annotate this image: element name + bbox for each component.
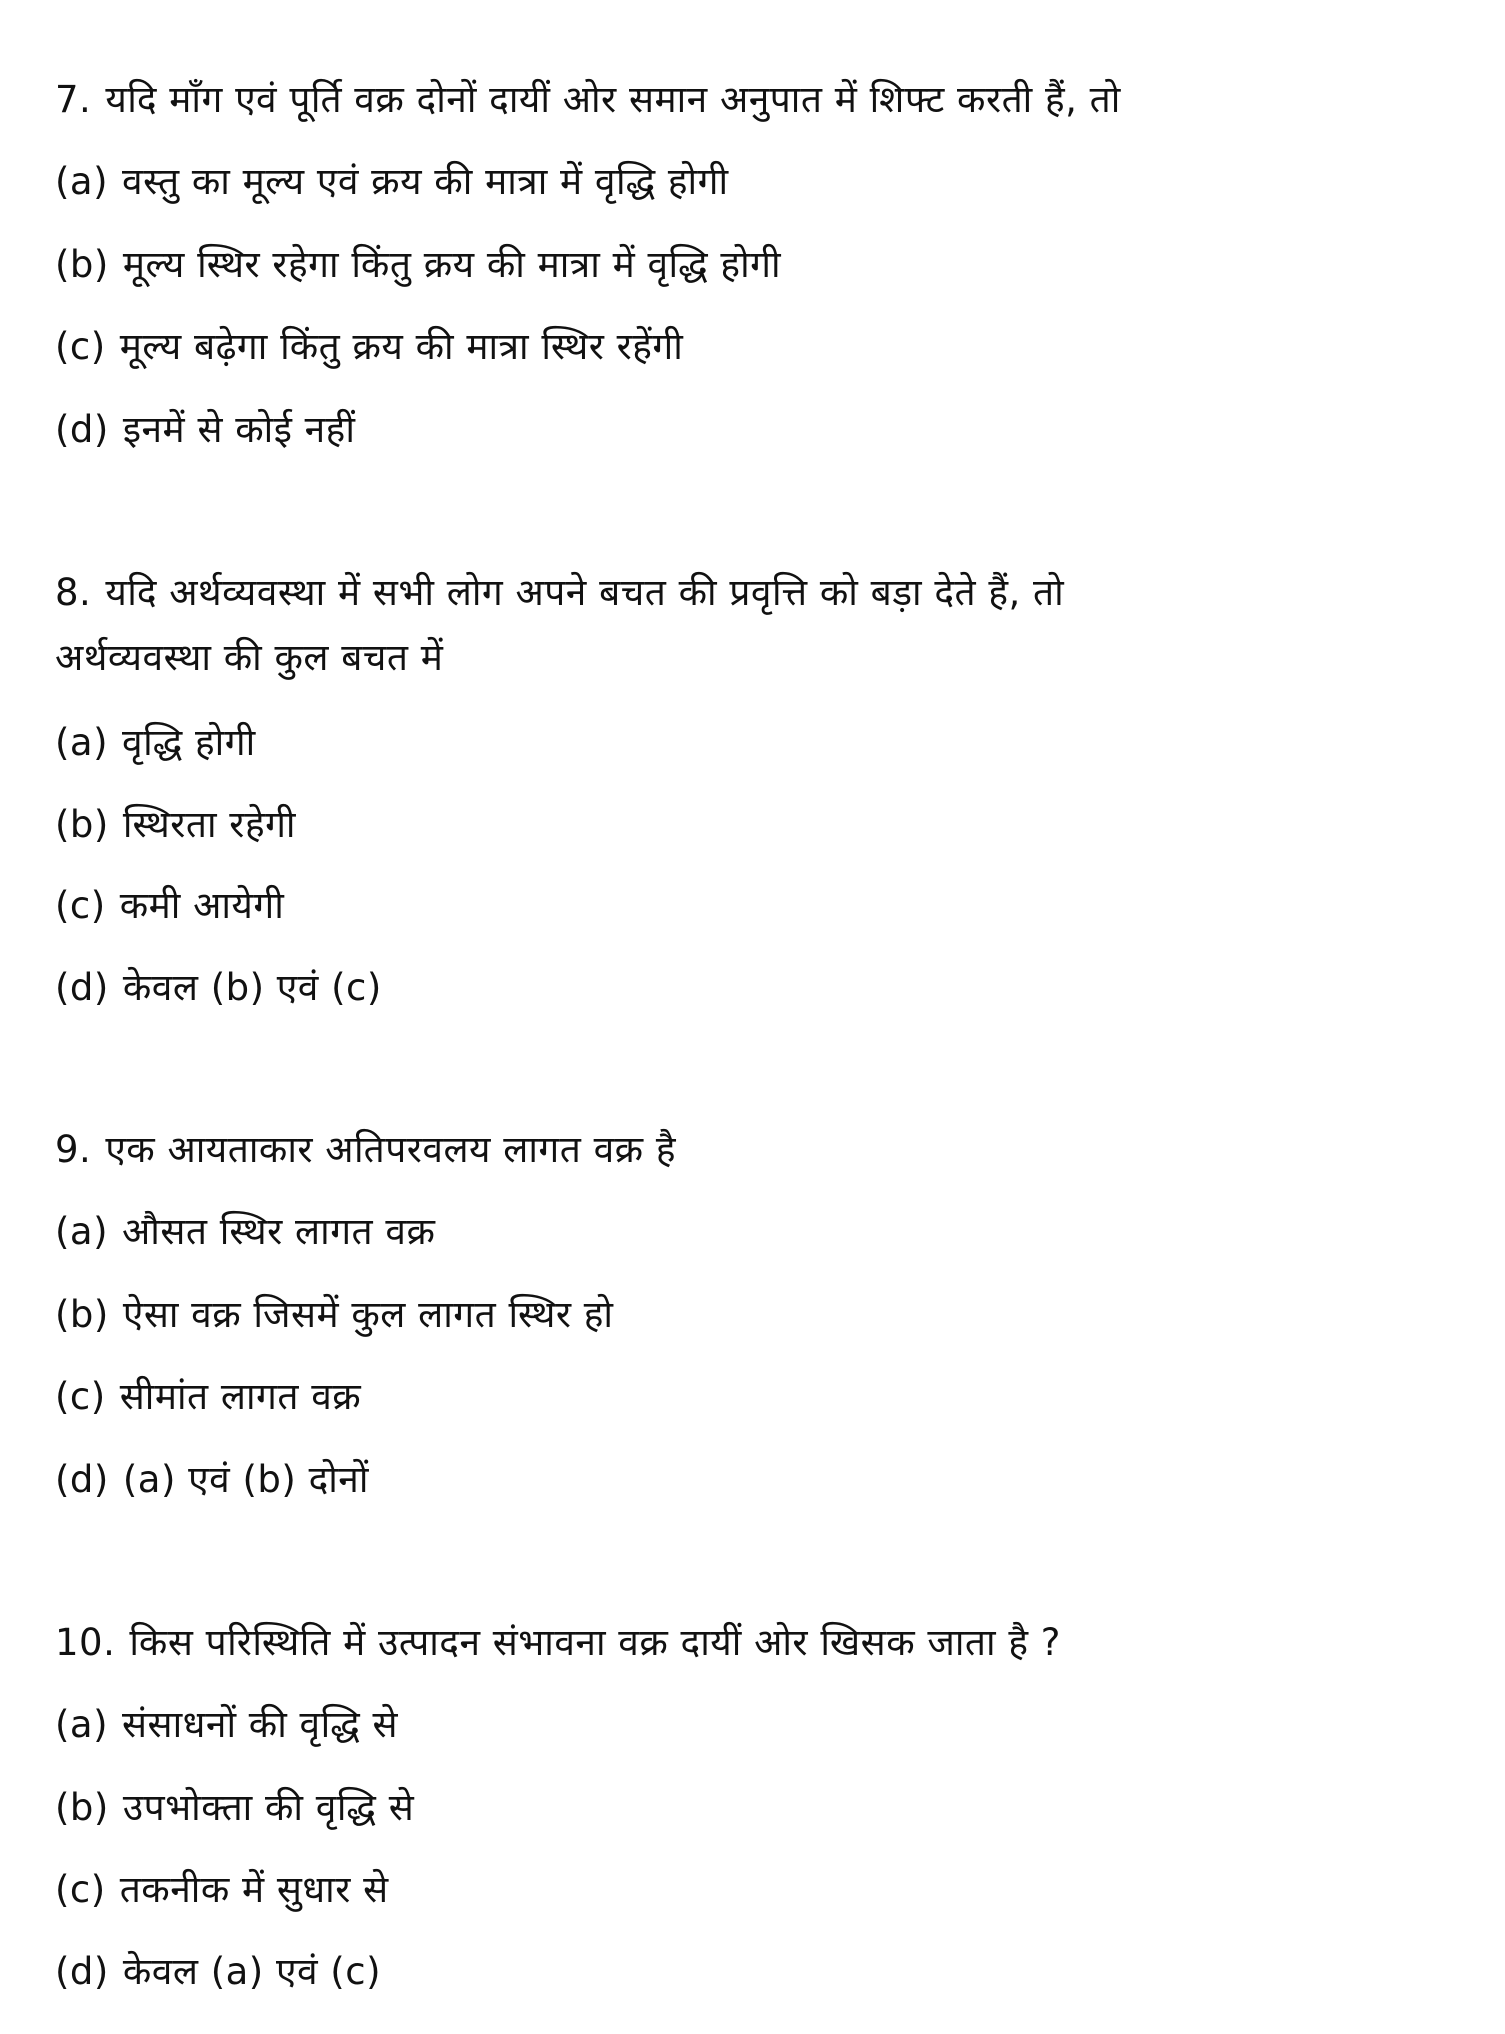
question-10-option-c xyxy=(55,1865,389,1915)
question-number: 9. xyxy=(55,1128,92,1171)
option-text: औसत स्थिर लागत वक्र xyxy=(122,1210,436,1253)
option-text: इनमें से कोई नहीं xyxy=(122,408,356,451)
question-8-option-b xyxy=(55,800,296,850)
option-text: मूल्य बढ़ेगा किंतु क्रय की मात्रा स्थिर रहेंगी xyxy=(119,325,684,368)
option-label: (b) xyxy=(55,1786,109,1829)
option-text: मूल्य स्थिर रहेगा किंतु क्रय की मात्रा में वृद्धि होगी xyxy=(122,243,782,286)
option-label: (a) xyxy=(55,721,109,764)
question-9-option-a xyxy=(55,1207,435,1257)
option-text: (a) एवं (b) दोनों xyxy=(122,1458,369,1501)
option-label: (d) xyxy=(55,1950,109,1993)
option-label: (c) xyxy=(55,325,106,368)
question-10-stem xyxy=(55,1618,1061,1668)
option-text: वस्तु का मूल्य एवं क्रय की मात्रा में वृद्धि होगी xyxy=(122,160,729,203)
option-text: तकनीक में सुधार से xyxy=(119,1868,389,1911)
question-10-option-a xyxy=(55,1700,398,1750)
question-7-stem xyxy=(55,75,1121,125)
question-8-option-d xyxy=(55,963,382,1013)
option-text: स्थिरता रहेगी xyxy=(122,803,296,846)
option-label: (b) xyxy=(55,1293,109,1336)
option-label: (b) xyxy=(55,243,109,286)
question-8-stem-continued xyxy=(55,633,443,683)
question-7-option-c xyxy=(55,322,683,372)
question-number: 8. xyxy=(55,571,92,614)
question-7-option-b xyxy=(55,240,781,290)
question-9-option-c xyxy=(55,1372,361,1422)
question-text: किस परिस्थिति में उत्पादन संभावना वक्र दायीं ओर खिसक जाता है ? xyxy=(129,1621,1061,1664)
option-label: (a) xyxy=(55,1210,109,1253)
option-label: (b) xyxy=(55,803,109,846)
question-text-continued: अर्थव्यवस्था की कुल बचत में xyxy=(55,636,444,679)
option-text: केवल (a) एवं (c) xyxy=(122,1950,382,1993)
option-label: (c) xyxy=(55,884,106,927)
option-label: (d) xyxy=(55,1458,109,1501)
question-8-option-c xyxy=(55,881,284,931)
option-label: (a) xyxy=(55,160,109,203)
option-label: (d) xyxy=(55,408,109,451)
option-label: (c) xyxy=(55,1375,106,1418)
option-label: (c) xyxy=(55,1868,106,1911)
question-text: यदि अर्थव्यवस्था में सभी लोग अपने बचत की प्रवृत्ति को बड़ा देते हैं, तो xyxy=(105,571,1065,614)
question-9-option-b xyxy=(55,1290,613,1340)
option-text: संसाधनों की वृद्धि से xyxy=(122,1703,399,1746)
option-text: उपभोक्ता की वृद्धि से xyxy=(122,1786,415,1829)
question-8-stem xyxy=(55,568,1064,618)
question-10-option-b xyxy=(55,1783,414,1833)
option-text: सीमांत लागत वक्र xyxy=(119,1375,362,1418)
question-9-option-d xyxy=(55,1455,369,1505)
question-8-option-a xyxy=(55,718,256,768)
option-text: वृद्धि होगी xyxy=(122,721,256,764)
question-number: 10. xyxy=(55,1621,116,1664)
question-number: 7. xyxy=(55,78,92,121)
question-text: यदि माँग एवं पूर्ति वक्र दोनों दायीं ओर समान अनुपात में शिफ्ट करती हैं, तो xyxy=(105,78,1121,121)
option-text: केवल (b) एवं (c) xyxy=(122,966,382,1009)
question-7-option-d xyxy=(55,405,355,455)
question-10-option-d xyxy=(55,1947,381,1997)
option-label: (d) xyxy=(55,966,109,1009)
question-7-option-a xyxy=(55,157,729,207)
question-text: एक आयताकार अतिपरवलय लागत वक्र है xyxy=(105,1128,677,1171)
question-9-stem xyxy=(55,1125,676,1175)
option-text: ऐसा वक्र जिसमें कुल लागत स्थिर हो xyxy=(122,1293,614,1336)
option-label: (a) xyxy=(55,1703,109,1746)
option-text: कमी आयेगी xyxy=(119,884,285,927)
